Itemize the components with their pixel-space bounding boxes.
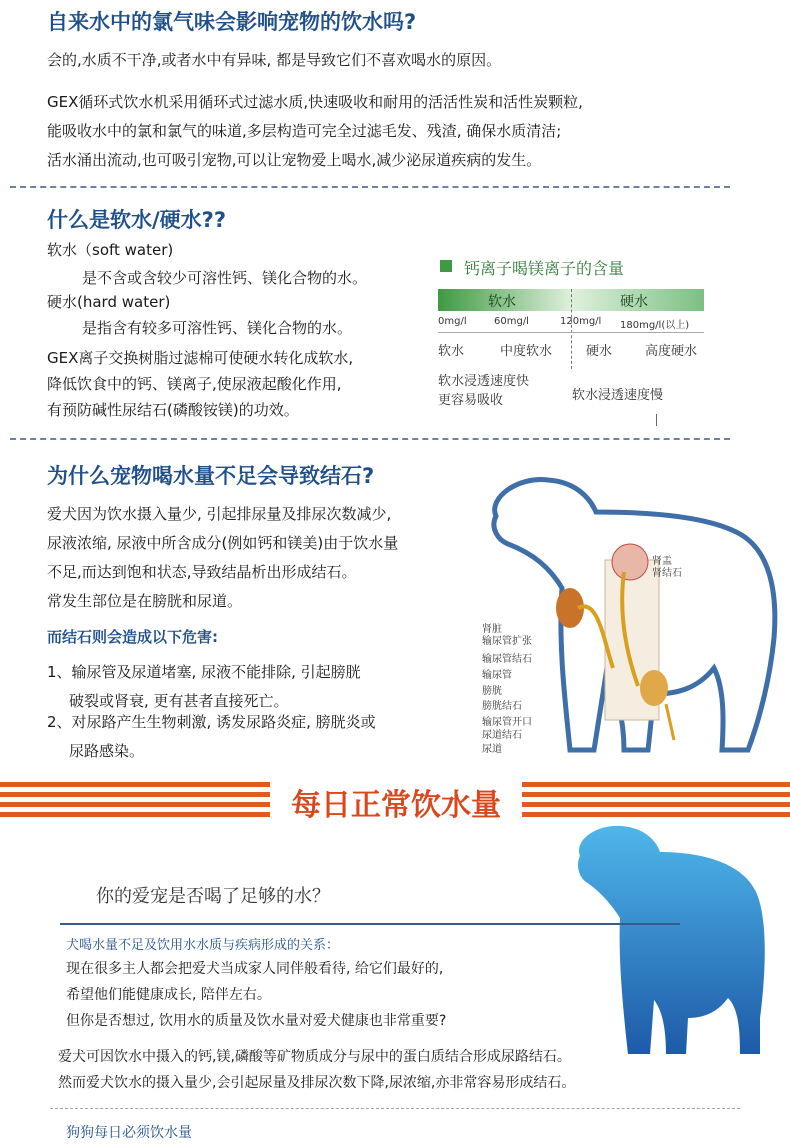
- legend-square-icon: [440, 260, 452, 272]
- gex-resin-paragraph: [47, 345, 353, 423]
- relationship-subtitle: 犬喝水量不足及饮用水水质与疾病形成的关系：: [66, 938, 340, 953]
- soft-band-label: 软水: [488, 294, 516, 310]
- text-line: 有预防碱性尿结石(磷酸铵镁)的功效。: [47, 401, 299, 419]
- text-line: 爱犬可因饮水中摄入的钙,镁,磷酸等矿物质成分与尿中的蛋白质结合形成尿路结石。: [58, 1049, 571, 1065]
- text-line: GEX离子交换树脂过滤棉可使硬水转化成软水,: [47, 349, 354, 367]
- text-line: 现在很多主人都会把爱犬当成家人同伴般看待, 给它们最好的,: [66, 961, 444, 977]
- section1-title: 自来水中的氯气味会影响宠物的饮水吗?: [47, 10, 417, 34]
- category-very-hard: 高度硬水: [645, 344, 698, 359]
- hard-absorption-note: 软水浸透速度慢: [572, 388, 664, 403]
- divider: [10, 186, 730, 188]
- divider: [10, 438, 730, 440]
- soft-absorption-note: [438, 372, 529, 410]
- text-line: 更容易吸收: [438, 393, 504, 408]
- tick-label-60: 60mg/l: [494, 316, 529, 327]
- hard-band: [572, 289, 704, 311]
- text-line: 尿路感染。: [69, 742, 145, 760]
- text-line: 但你是否想过, 饮用水的质量及饮水量对爱犬健康也非常重要?: [66, 1013, 447, 1029]
- banner-title: 每日正常饮水量: [291, 788, 501, 823]
- category-soft: 软水: [438, 344, 465, 359]
- text-line: 然而爱犬饮水的摄入量少,会引起尿量及排尿次数下降,尿浓缩,亦非常容易形成结石。: [58, 1075, 576, 1091]
- soft-water-term: 软水（soft water): [47, 241, 174, 259]
- section3-paragraph: [47, 500, 398, 616]
- tick-label-120: 120mg/l: [560, 316, 602, 327]
- tick-label-0: 0mg/l: [438, 316, 467, 327]
- anatomy-label: 膀胱结石: [482, 701, 522, 712]
- tick-label-180: 180mg/l(以上): [620, 320, 690, 331]
- anatomy-label: 肾结石: [652, 568, 682, 579]
- anatomy-label: 肾盂: [652, 556, 672, 567]
- category-medium-soft: 中度软水: [500, 344, 553, 359]
- text-line: 能吸收水中的氯和氯气的味道,多层构造可完全过滤毛发、残渣, 确保水质清洁;: [47, 122, 562, 140]
- hardness-chart-title: 钙离子喝镁离子的含量: [464, 259, 625, 278]
- text-line: 活水涌出流动,也可吸引宠物,可以让宠物爱上喝水,减少泌尿道疾病的发生。: [47, 151, 542, 169]
- text-line: 希望他们能健康成长, 陪伴左右。: [66, 987, 271, 1003]
- section2-title: 什么是软水/硬水??: [47, 208, 227, 232]
- text-line: 2、对尿路产生生物刺激, 诱发尿路炎症, 膀胱炎或: [47, 713, 376, 731]
- anatomy-label: 输尿管: [482, 670, 512, 681]
- section3-title: 为什么宠物喝水量不足会导致结石?: [47, 464, 375, 488]
- footer-heading: 狗狗每日必须饮水量: [66, 1125, 192, 1141]
- section1-paragraph2: [47, 88, 583, 175]
- anatomy-label: 尿道结石: [482, 730, 522, 741]
- anatomy-label: 膀胱: [482, 686, 502, 697]
- category-hard: 硬水: [586, 344, 613, 359]
- anatomy-label: 输尿管扩张: [482, 636, 532, 647]
- text-line: 尿液浓缩, 尿液中所含成分(例如钙和镁美)由于饮水量: [47, 534, 399, 552]
- anatomy-label: 尿道: [482, 744, 502, 755]
- soft-water-definition: 是不含或含较少可溶性钙、镁化合物的水。: [82, 269, 368, 287]
- anatomy-label: 输尿管开口: [482, 717, 532, 728]
- hard-band-label: 硬水: [620, 294, 648, 310]
- text-line: GEX循环式饮水机采用循环式过滤水质,快速吸收和耐用的活活性炭和活性炭颗粒,: [47, 93, 583, 111]
- harm-item-2: [47, 708, 376, 766]
- banner-stripes-left: [0, 778, 270, 824]
- anatomy-label: 输尿管结石: [482, 654, 532, 665]
- dog-anatomy-illustration: [478, 468, 784, 758]
- hard-water-term: 硬水(hard water): [47, 293, 171, 311]
- hardness-chart: [438, 254, 728, 434]
- text-line: 降低饮食中的钙、镁离子,使尿液起酸化作用,: [47, 375, 342, 393]
- text-line: 不足,而达到饱和状态,导致结晶析出形成结石。: [47, 563, 357, 581]
- heading-underline: [60, 923, 680, 925]
- text-line: 爱犬因为饮水摄入量少, 引起排尿量及排尿次数减少,: [47, 505, 392, 523]
- divider: [50, 1108, 740, 1109]
- question-heading: 你的爱宠是否喝了足够的水？: [96, 886, 330, 907]
- band-divider: [571, 289, 572, 369]
- sitting-dog-silhouette-icon: [570, 822, 770, 1058]
- text-line: 软水浸透速度快: [438, 374, 530, 389]
- axis-line: [438, 332, 704, 333]
- text-line: 1、输尿管及尿道堵塞, 尿液不能排除, 引起膀胱: [47, 663, 361, 681]
- section4-paragraph1: [66, 956, 446, 1034]
- hard-water-definition: 是指含有较多可溶性钙、镁化合物的水。: [82, 319, 353, 337]
- marker-tick: [656, 414, 657, 426]
- banner-stripes-right: [522, 778, 790, 824]
- soft-band: [438, 289, 572, 311]
- section4-paragraph2: [58, 1044, 575, 1096]
- anatomy-label: 肾脏: [482, 624, 502, 635]
- text-line: 破裂或肾衰, 更有甚者直接死亡。: [69, 692, 289, 710]
- harm-title: 而结石则会造成以下危害:: [47, 628, 218, 646]
- section1-paragraph1: 会的,水质不干净,或者水中有异味, 都是导致它们不喜欢喝水的原因。: [47, 51, 502, 69]
- text-line: 常发生部位是在膀胱和尿道。: [47, 592, 243, 610]
